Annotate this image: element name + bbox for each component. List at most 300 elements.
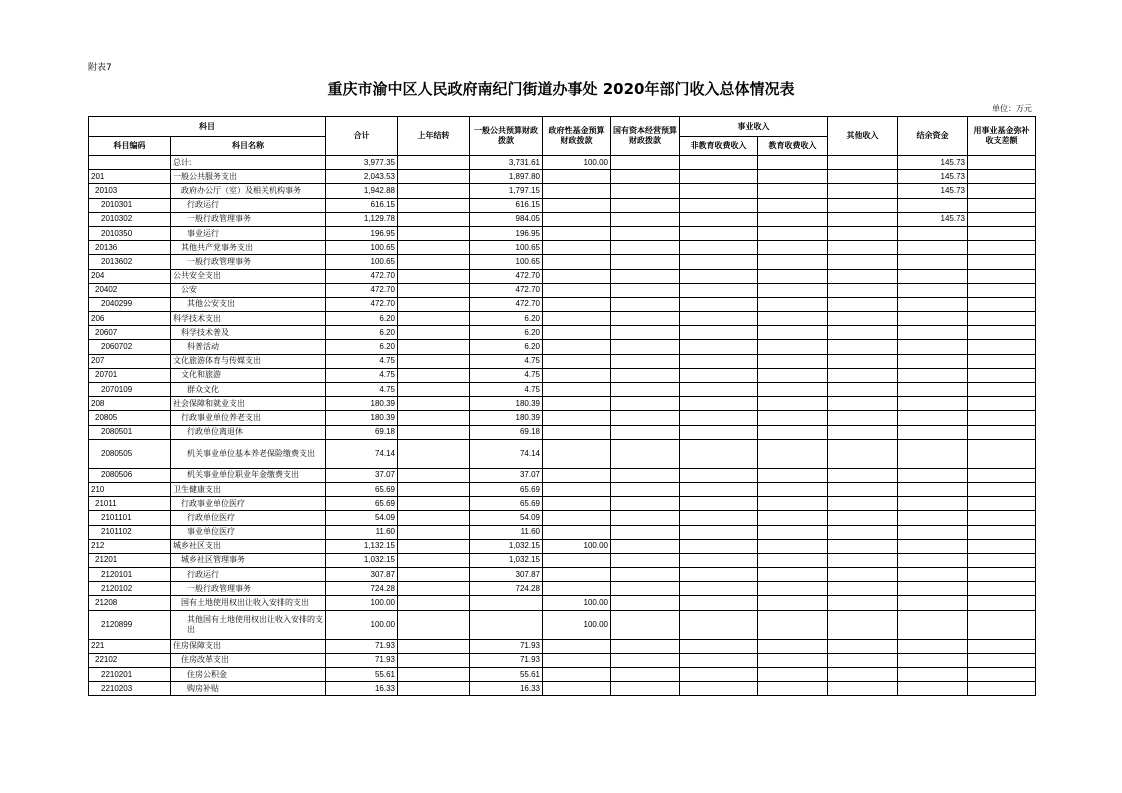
cell-name: 城乡社区管理事务 xyxy=(171,553,326,567)
cell-name: 事业单位医疗 xyxy=(171,525,326,539)
cell-code: 2013602 xyxy=(89,255,171,269)
table-row xyxy=(89,511,1036,525)
cell-other-income xyxy=(828,425,898,439)
cell-non-edu xyxy=(680,184,758,198)
cell-state-capital xyxy=(611,653,680,667)
cell-fund-budget xyxy=(543,511,611,525)
cell-fund-budget xyxy=(543,439,611,468)
cell-edu xyxy=(758,354,828,368)
cell-general-budget: 984.05 xyxy=(470,212,543,226)
table-row xyxy=(89,582,1036,596)
cell-fund-budget xyxy=(543,269,611,283)
cell-state-capital xyxy=(611,539,680,553)
cell-name: 科普活动 xyxy=(171,340,326,354)
cell-carryover xyxy=(398,255,470,269)
cell-general-budget: 1,032.15 xyxy=(470,539,543,553)
cell-total: 196.95 xyxy=(326,226,398,240)
cell-general-budget: 100.65 xyxy=(470,241,543,255)
cell-name: 其他国有土地使用权出让收入安排的支出 xyxy=(171,610,326,639)
cell-total: 100.00 xyxy=(326,596,398,610)
cell-state-capital xyxy=(611,568,680,582)
cell-total: 74.14 xyxy=(326,439,398,468)
cell-fund-budget xyxy=(543,497,611,511)
header-surplus: 结余资金 xyxy=(898,117,968,156)
cell-code: 2060702 xyxy=(89,340,171,354)
cell-fund-budget xyxy=(543,354,611,368)
cell-edu xyxy=(758,198,828,212)
cell-general-budget: 4.75 xyxy=(470,383,543,397)
cell-fund-budget xyxy=(543,482,611,496)
table-body xyxy=(89,156,1036,696)
cell-carryover xyxy=(398,539,470,553)
cell-fund-offset xyxy=(968,226,1036,240)
cell-code: 204 xyxy=(89,269,171,283)
cell-edu xyxy=(758,283,828,297)
table-row xyxy=(89,269,1036,283)
cell-edu xyxy=(758,184,828,198)
table-row xyxy=(89,198,1036,212)
cell-code: 210 xyxy=(89,482,171,496)
cell-carryover xyxy=(398,156,470,170)
cell-surplus xyxy=(898,539,968,553)
cell-name: 行政事业单位医疗 xyxy=(171,497,326,511)
cell-carryover xyxy=(398,312,470,326)
cell-edu xyxy=(758,340,828,354)
cell-fund-offset xyxy=(968,639,1036,653)
table-row xyxy=(89,568,1036,582)
cell-non-edu xyxy=(680,525,758,539)
cell-fund-budget xyxy=(543,368,611,382)
cell-name: 文化旅游体育与传媒支出 xyxy=(171,354,326,368)
cell-carryover xyxy=(398,411,470,425)
cell-carryover xyxy=(398,297,470,311)
cell-surplus xyxy=(898,411,968,425)
cell-state-capital xyxy=(611,553,680,567)
cell-fund-offset xyxy=(968,525,1036,539)
table-row xyxy=(89,553,1036,567)
cell-other-income xyxy=(828,368,898,382)
header-code: 科目编码 xyxy=(89,137,171,156)
cell-fund-budget xyxy=(543,184,611,198)
cell-non-edu xyxy=(680,198,758,212)
cell-fund-offset xyxy=(968,297,1036,311)
cell-general-budget: 180.39 xyxy=(470,411,543,425)
cell-total: 100.00 xyxy=(326,610,398,639)
cell-total: 6.20 xyxy=(326,326,398,340)
table-row xyxy=(89,170,1036,184)
cell-total: 1,132.15 xyxy=(326,539,398,553)
cell-general-budget: 472.70 xyxy=(470,269,543,283)
cell-code: 2010301 xyxy=(89,198,171,212)
cell-surplus xyxy=(898,326,968,340)
cell-code: 2080501 xyxy=(89,425,171,439)
cell-fund-offset xyxy=(968,170,1036,184)
cell-edu xyxy=(758,312,828,326)
cell-fund-offset xyxy=(968,596,1036,610)
cell-state-capital xyxy=(611,497,680,511)
cell-state-capital xyxy=(611,482,680,496)
cell-total: 180.39 xyxy=(326,397,398,411)
cell-non-edu xyxy=(680,241,758,255)
cell-code: 2120101 xyxy=(89,568,171,582)
cell-fund-budget xyxy=(543,212,611,226)
cell-other-income xyxy=(828,170,898,184)
cell-code: 212 xyxy=(89,539,171,553)
cell-carryover xyxy=(398,553,470,567)
cell-fund-offset xyxy=(968,582,1036,596)
cell-state-capital xyxy=(611,610,680,639)
cell-carryover xyxy=(398,582,470,596)
cell-general-budget: 74.14 xyxy=(470,439,543,468)
cell-non-edu xyxy=(680,354,758,368)
cell-state-capital xyxy=(611,170,680,184)
cell-fund-budget xyxy=(543,582,611,596)
cell-general-budget: 3,731.61 xyxy=(470,156,543,170)
header-business-income: 事业收入 xyxy=(680,117,828,137)
cell-fund-budget xyxy=(543,198,611,212)
table-row xyxy=(89,312,1036,326)
cell-fund-budget xyxy=(543,226,611,240)
cell-surplus xyxy=(898,354,968,368)
table-row xyxy=(89,297,1036,311)
cell-total: 4.75 xyxy=(326,368,398,382)
cell-code: 2120102 xyxy=(89,582,171,596)
cell-general-budget: 472.70 xyxy=(470,297,543,311)
cell-fund-offset xyxy=(968,198,1036,212)
cell-fund-budget xyxy=(543,653,611,667)
cell-other-income xyxy=(828,297,898,311)
cell-state-capital xyxy=(611,511,680,525)
cell-surplus xyxy=(898,653,968,667)
cell-general-budget: 11.60 xyxy=(470,525,543,539)
cell-fund-offset xyxy=(968,568,1036,582)
cell-general-budget: 71.93 xyxy=(470,653,543,667)
table-row xyxy=(89,397,1036,411)
header-fund-budget: 政府性基金预算财政拨款 xyxy=(543,117,611,156)
cell-edu xyxy=(758,497,828,511)
table-row xyxy=(89,241,1036,255)
unit-label: 单位：万元 xyxy=(992,104,1032,113)
table-row xyxy=(89,340,1036,354)
cell-edu xyxy=(758,297,828,311)
cell-state-capital xyxy=(611,668,680,682)
cell-total: 100.65 xyxy=(326,255,398,269)
table-row xyxy=(89,539,1036,553)
cell-fund-offset xyxy=(968,397,1036,411)
cell-non-edu xyxy=(680,468,758,482)
table-row xyxy=(89,212,1036,226)
cell-general-budget: 4.75 xyxy=(470,354,543,368)
cell-non-edu xyxy=(680,212,758,226)
cell-edu xyxy=(758,468,828,482)
cell-surplus xyxy=(898,511,968,525)
cell-name: 其他共产党事务支出 xyxy=(171,241,326,255)
cell-edu xyxy=(758,170,828,184)
cell-name: 公共安全支出 xyxy=(171,269,326,283)
appendix-label: 附表7 xyxy=(88,63,112,73)
cell-fund-budget: 100.00 xyxy=(543,156,611,170)
cell-code: 2101102 xyxy=(89,525,171,539)
cell-name: 文化和旅游 xyxy=(171,368,326,382)
cell-carryover xyxy=(398,212,470,226)
cell-fund-offset xyxy=(968,482,1036,496)
cell-fund-budget xyxy=(543,397,611,411)
table-row xyxy=(89,610,1036,639)
cell-name: 卫生健康支出 xyxy=(171,482,326,496)
cell-code: 201 xyxy=(89,170,171,184)
cell-non-edu xyxy=(680,255,758,269)
cell-carryover xyxy=(398,639,470,653)
cell-total: 54.09 xyxy=(326,511,398,525)
cell-fund-budget xyxy=(543,411,611,425)
cell-surplus xyxy=(898,283,968,297)
cell-code: 2101101 xyxy=(89,511,171,525)
cell-code: 2040299 xyxy=(89,297,171,311)
cell-total: 6.20 xyxy=(326,312,398,326)
cell-fund-offset xyxy=(968,668,1036,682)
cell-fund-offset xyxy=(968,439,1036,468)
cell-fund-offset xyxy=(968,610,1036,639)
cell-surplus xyxy=(898,582,968,596)
cell-non-edu xyxy=(680,397,758,411)
cell-surplus xyxy=(898,312,968,326)
cell-general-budget: 472.70 xyxy=(470,283,543,297)
cell-fund-budget: 100.00 xyxy=(543,610,611,639)
cell-state-capital xyxy=(611,269,680,283)
cell-fund-offset xyxy=(968,184,1036,198)
cell-surplus xyxy=(898,269,968,283)
header-general-budget: 一般公共预算财政拨款 xyxy=(470,117,543,156)
cell-code: 2080506 xyxy=(89,468,171,482)
cell-other-income xyxy=(828,212,898,226)
cell-carryover xyxy=(398,198,470,212)
cell-fund-budget xyxy=(543,568,611,582)
cell-fund-budget xyxy=(543,383,611,397)
table-row xyxy=(89,468,1036,482)
page-title: 重庆市渝中区人民政府南纪门街道办事处 2020年部门收入总体情况表 xyxy=(327,80,795,98)
cell-state-capital xyxy=(611,397,680,411)
cell-name: 一般行政管理事务 xyxy=(171,255,326,269)
cell-state-capital xyxy=(611,312,680,326)
cell-general-budget: 100.65 xyxy=(470,255,543,269)
table-row xyxy=(89,255,1036,269)
cell-other-income xyxy=(828,610,898,639)
cell-fund-offset xyxy=(968,156,1036,170)
header-name: 科目名称 xyxy=(171,137,326,156)
cell-name: 一般公共服务支出 xyxy=(171,170,326,184)
cell-total: 307.87 xyxy=(326,568,398,582)
header-carryover: 上年结转 xyxy=(398,117,470,156)
cell-code: 2070109 xyxy=(89,383,171,397)
cell-surplus: 145.73 xyxy=(898,184,968,198)
cell-fund-budget xyxy=(543,668,611,682)
cell-fund-budget xyxy=(543,682,611,696)
cell-other-income xyxy=(828,397,898,411)
cell-non-edu xyxy=(680,539,758,553)
cell-total: 472.70 xyxy=(326,283,398,297)
cell-code: 20402 xyxy=(89,283,171,297)
cell-carryover xyxy=(398,596,470,610)
cell-non-edu xyxy=(680,340,758,354)
cell-other-income xyxy=(828,668,898,682)
cell-name: 一般行政管理事务 xyxy=(171,212,326,226)
cell-carryover xyxy=(398,226,470,240)
cell-name: 行政运行 xyxy=(171,568,326,582)
cell-state-capital xyxy=(611,582,680,596)
cell-edu xyxy=(758,368,828,382)
cell-general-budget: 37.07 xyxy=(470,468,543,482)
cell-surplus xyxy=(898,553,968,567)
cell-edu xyxy=(758,482,828,496)
cell-non-edu xyxy=(680,682,758,696)
cell-general-budget: 180.39 xyxy=(470,397,543,411)
cell-non-edu xyxy=(680,368,758,382)
cell-fund-budget xyxy=(543,170,611,184)
cell-total: 55.61 xyxy=(326,668,398,682)
cell-fund-budget xyxy=(543,255,611,269)
cell-total: 3,977.35 xyxy=(326,156,398,170)
cell-state-capital xyxy=(611,198,680,212)
cell-fund-budget xyxy=(543,425,611,439)
cell-name: 行政单位离退休 xyxy=(171,425,326,439)
cell-carryover xyxy=(398,425,470,439)
cell-surplus xyxy=(898,439,968,468)
cell-code: 22102 xyxy=(89,653,171,667)
cell-name: 城乡社区支出 xyxy=(171,539,326,553)
cell-fund-budget xyxy=(543,340,611,354)
cell-name: 住房改革支出 xyxy=(171,653,326,667)
cell-other-income xyxy=(828,653,898,667)
cell-total: 472.70 xyxy=(326,269,398,283)
cell-total: 100.65 xyxy=(326,241,398,255)
cell-surplus xyxy=(898,639,968,653)
cell-surplus xyxy=(898,255,968,269)
cell-code xyxy=(89,156,171,170)
cell-total: 180.39 xyxy=(326,411,398,425)
table-row xyxy=(89,682,1036,696)
cell-surplus xyxy=(898,596,968,610)
cell-surplus xyxy=(898,682,968,696)
cell-code: 208 xyxy=(89,397,171,411)
cell-general-budget: 1,797.15 xyxy=(470,184,543,198)
cell-name: 政府办公厅（室）及相关机构事务 xyxy=(171,184,326,198)
cell-non-edu xyxy=(680,610,758,639)
cell-general-budget: 1,897.80 xyxy=(470,170,543,184)
table-row xyxy=(89,525,1036,539)
cell-code: 207 xyxy=(89,354,171,368)
cell-general-budget: 6.20 xyxy=(470,326,543,340)
cell-code: 2120899 xyxy=(89,610,171,639)
cell-edu xyxy=(758,156,828,170)
header-edu: 教育收费收入 xyxy=(758,137,828,156)
cell-fund-offset xyxy=(968,368,1036,382)
cell-surplus xyxy=(898,668,968,682)
cell-general-budget: 71.93 xyxy=(470,639,543,653)
cell-name: 一般行政管理事务 xyxy=(171,582,326,596)
cell-surplus xyxy=(898,397,968,411)
cell-general-budget: 724.28 xyxy=(470,582,543,596)
cell-total: 472.70 xyxy=(326,297,398,311)
cell-general-budget: 307.87 xyxy=(470,568,543,582)
cell-surplus xyxy=(898,340,968,354)
cell-state-capital xyxy=(611,354,680,368)
cell-surplus xyxy=(898,226,968,240)
cell-state-capital xyxy=(611,184,680,198)
cell-fund-offset xyxy=(968,383,1036,397)
header-fund-offset: 用事业基金弥补收支差额 xyxy=(968,117,1036,156)
cell-total: 11.60 xyxy=(326,525,398,539)
cell-edu xyxy=(758,668,828,682)
cell-other-income xyxy=(828,184,898,198)
cell-general-budget: 16.33 xyxy=(470,682,543,696)
cell-state-capital xyxy=(611,226,680,240)
cell-carryover xyxy=(398,682,470,696)
cell-carryover xyxy=(398,340,470,354)
table-row xyxy=(89,226,1036,240)
cell-other-income xyxy=(828,553,898,567)
cell-other-income xyxy=(828,497,898,511)
cell-name: 购房补贴 xyxy=(171,682,326,696)
cell-code: 206 xyxy=(89,312,171,326)
cell-non-edu xyxy=(680,312,758,326)
cell-edu xyxy=(758,383,828,397)
cell-name: 总计: xyxy=(171,156,326,170)
cell-total: 724.28 xyxy=(326,582,398,596)
cell-other-income xyxy=(828,596,898,610)
cell-other-income xyxy=(828,582,898,596)
cell-non-edu xyxy=(680,482,758,496)
cell-fund-offset xyxy=(968,354,1036,368)
cell-total: 1,129.78 xyxy=(326,212,398,226)
cell-code: 20136 xyxy=(89,241,171,255)
cell-fund-offset xyxy=(968,497,1036,511)
cell-fund-budget xyxy=(543,283,611,297)
cell-general-budget: 65.69 xyxy=(470,482,543,496)
cell-surplus xyxy=(898,568,968,582)
cell-non-edu xyxy=(680,596,758,610)
cell-name: 行政事业单位养老支出 xyxy=(171,411,326,425)
cell-general-budget: 54.09 xyxy=(470,511,543,525)
cell-carryover xyxy=(398,269,470,283)
cell-surplus: 145.73 xyxy=(898,212,968,226)
cell-edu xyxy=(758,226,828,240)
cell-total: 6.20 xyxy=(326,340,398,354)
cell-edu xyxy=(758,568,828,582)
cell-fund-offset xyxy=(968,283,1036,297)
cell-state-capital xyxy=(611,241,680,255)
cell-other-income xyxy=(828,639,898,653)
table-row xyxy=(89,383,1036,397)
cell-edu xyxy=(758,511,828,525)
header-subject: 科目 xyxy=(89,117,326,137)
cell-surplus: 145.73 xyxy=(898,170,968,184)
cell-carryover xyxy=(398,439,470,468)
cell-fund-offset xyxy=(968,326,1036,340)
cell-non-edu xyxy=(680,283,758,297)
cell-code: 20701 xyxy=(89,368,171,382)
table-row xyxy=(89,354,1036,368)
cell-non-edu xyxy=(680,553,758,567)
table-row xyxy=(89,368,1036,382)
cell-other-income xyxy=(828,354,898,368)
cell-code: 2210201 xyxy=(89,668,171,682)
cell-fund-budget xyxy=(543,297,611,311)
cell-code: 20607 xyxy=(89,326,171,340)
cell-other-income xyxy=(828,226,898,240)
cell-fund-offset xyxy=(968,468,1036,482)
cell-carryover xyxy=(398,482,470,496)
cell-fund-offset xyxy=(968,269,1036,283)
